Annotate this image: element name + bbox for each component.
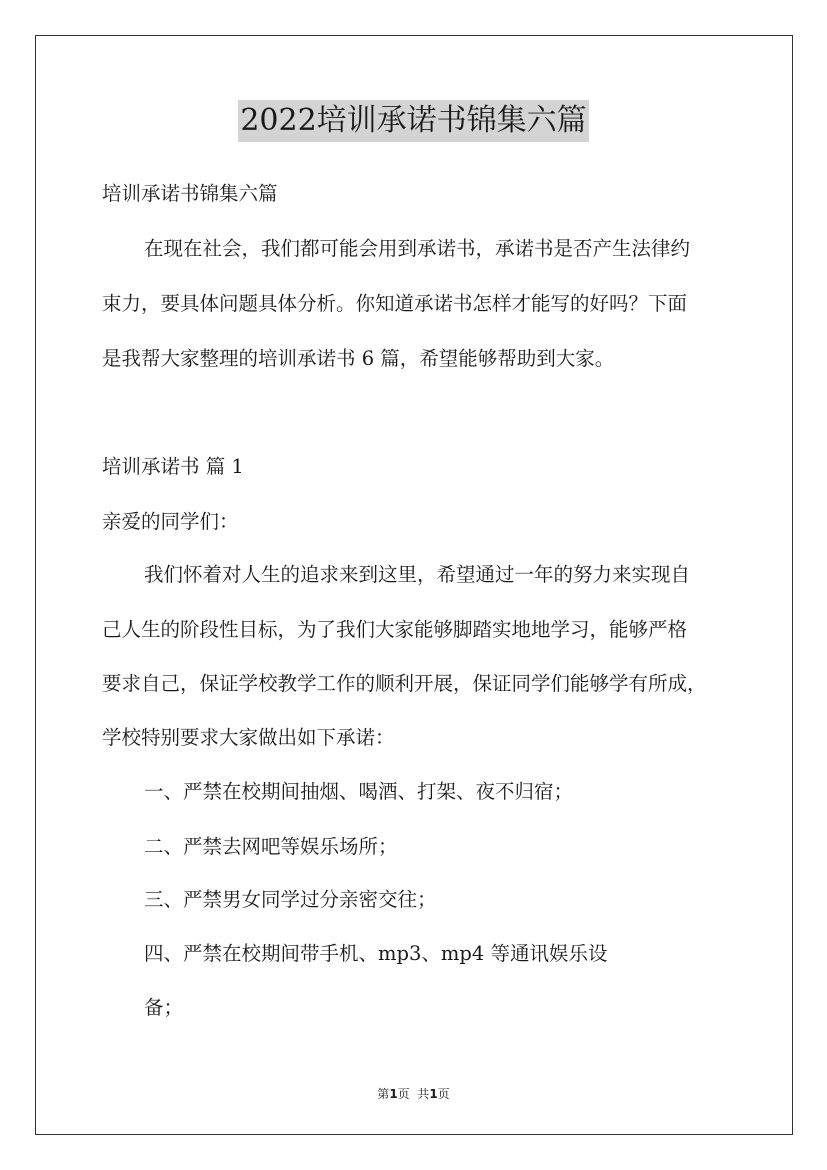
page-number: 1 [389, 1087, 398, 1101]
rule-item: 一、严禁在校期间抽烟、喝酒、打架、夜不归宿； [144, 780, 574, 803]
section-heading: 培训承诺书 篇 1 [102, 455, 244, 478]
title-container [0, 100, 827, 142]
body-line-4: 学校特别要求大家做出如下承诺： [102, 726, 395, 749]
footer-suffix: 页 [437, 1087, 450, 1101]
rule-item: 三、严禁男女同学过分亲密交往； [144, 888, 437, 911]
body-line-3: 要求自己，保证学校教学工作的顺利开展，保证同学们能够学有所成， [102, 672, 707, 695]
rule-item: 二、严禁去网吧等娱乐场所； [144, 835, 398, 858]
rule-item: 四、严禁在校期间带手机、mp3、mp4 等通讯娱乐设 [144, 942, 608, 965]
rule-item-continued: 备； [144, 996, 184, 1019]
total-pages: 1 [429, 1087, 438, 1101]
intro-line-2: 束力，要具体问题具体分析。你知道承诺书怎样才能写的好吗？下面 [102, 292, 688, 315]
footer-prefix: 第 [377, 1087, 390, 1101]
footer-mid: 页 共 [397, 1087, 430, 1101]
body-line-1: 我们怀着对人生的追求来到这里，希望通过一年的努力来实现自 [144, 563, 691, 586]
salutation: 亲爱的同学们： [102, 510, 239, 533]
page-footer [0, 1085, 827, 1102]
intro-line-3: 是我帮大家整理的培训承诺书 6 篇，希望能够帮助到大家。 [102, 347, 615, 370]
document-title: 2022培训承诺书锦集六篇 [238, 100, 588, 142]
body-line-2: 己人生的阶段性目标，为了我们大家能够脚踏实地地学习，能够严格 [102, 618, 688, 641]
intro-line-1: 在现在社会，我们都可能会用到承诺书，承诺书是否产生法律约 [144, 237, 691, 260]
document-subtitle: 培训承诺书锦集六篇 [102, 182, 278, 205]
